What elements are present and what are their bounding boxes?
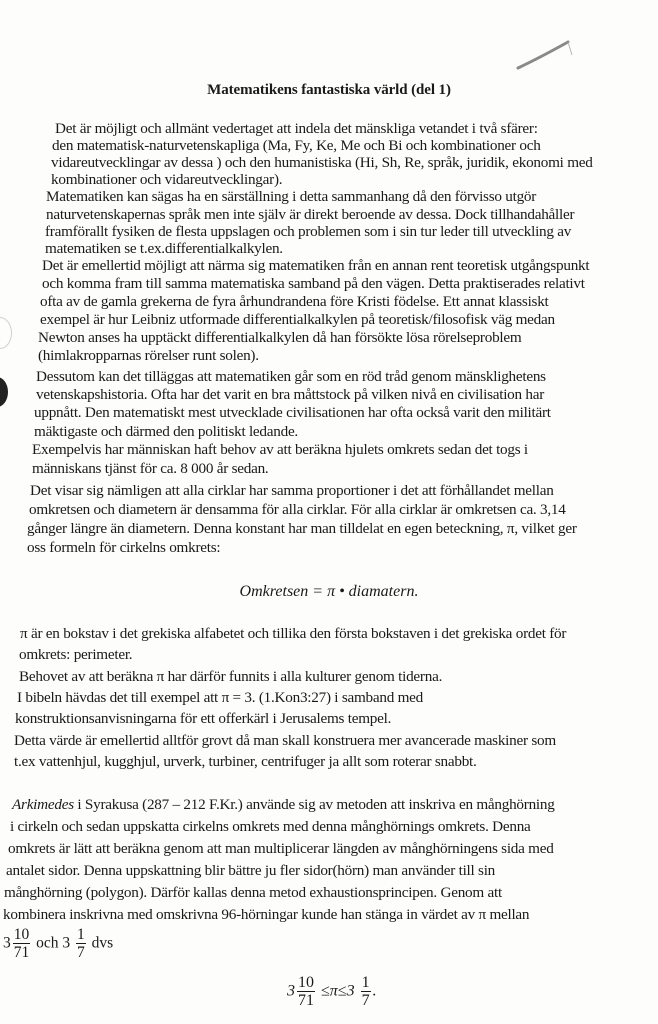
text-line: matematiken se t.ex.differentialkalkylen. — [45, 240, 283, 257]
text-line: vetenskapshistoria. Ofta har det varit en bra måttstock på vilken nivå en civilisation har — [36, 386, 545, 403]
arkimedes-name: Arkimedes — [12, 796, 74, 813]
punch-hole-bottom — [0, 377, 8, 407]
text-line: framförallt fysiken de flesta uppslagen och problemen som i sin tur leder till utveckling av — [45, 223, 572, 240]
text-segment: i Syrakusa (287 – 212 F.Kr.) använde sig av metoden att inskriva en månghörning — [73, 796, 555, 813]
fraction-denominator: 71 — [13, 944, 30, 961]
text-line: kombinationer och vidareutvecklingar). — [51, 171, 283, 188]
pi-inequality — [287, 974, 377, 1009]
text-line: Det är emellertid möjligt att närma sig matematiken från en annan rent teoretisk utgångspunkt — [42, 257, 590, 274]
text-line — [12, 796, 555, 814]
pi-bounds-line — [3, 926, 113, 961]
text-line: Matematiken kan sägas ha en särställning i detta sammanhang då den förvisso utgör — [46, 188, 537, 205]
page-title: Matematikens fantastiska värld (del 1) — [207, 82, 451, 98]
period: . — [372, 982, 377, 1000]
text-line: vidareutvecklingar av dessa ) och den humanistiska (Hi, Sh, Re, språk, juridik, ekonomi med — [51, 154, 593, 171]
text-line: Exempelvis har människan haft behov av att beräkna hjulets omkrets sedan det togs i — [32, 441, 528, 458]
pen-mark — [510, 30, 580, 75]
fraction-numerator: 1 — [361, 974, 370, 991]
upper-bound-fraction — [76, 926, 86, 961]
text-line: ofta av de gamla grekerna de fyra århundrandena före Kristi födelse. Ett annat klassiskt — [40, 293, 549, 310]
text-line: exempel är hur Leibniz utformade differentialkalkylen på teoretisk/filosofisk väg medan — [40, 311, 555, 328]
lower-bound-whole: 3 — [3, 934, 11, 952]
text-line: I bibeln hävdas det till exempel att π = 3. (1.Kon3:27) i samband med — [17, 689, 423, 706]
fraction-numerator: 10 — [298, 974, 314, 991]
text-line: omkrets: perimeter. — [19, 646, 133, 663]
lower-bound-fraction — [13, 926, 31, 961]
text-line: oss formeln för cirkelns omkrets: — [27, 539, 221, 556]
circumference-formula: Omkretsen = π • diamatern. — [239, 583, 419, 600]
text-line: Detta värde är emellertid alltför grovt då man skall konstruera mer avancerade maskiner som — [14, 732, 556, 749]
text-line: gånger längre än diametern. Denna konstant har man tilldelat en egen beteckning, π, vilket ger — [27, 520, 577, 537]
text-line: kombinera inskrivna med omskrivna 96-hörningar kunde han stänga in värdet av π mellan — [3, 906, 530, 923]
upper-bound-fraction — [361, 974, 371, 1009]
text-line: Newton anses ha upptäckt differentialkalkylen då han försökte lösa rörelseproblem — [38, 329, 522, 346]
och-text: och 3 — [36, 934, 71, 952]
lower-bound-fraction — [297, 974, 315, 1009]
text-line: t.ex vattenhjul, kugghjul, urverk, turbiner, centrifuger ja allt som roterar snabbt. — [14, 753, 477, 770]
text-line: π är en bokstav i det grekiska alfabetet och tillika den första bokstaven i det grekiska ordet för — [20, 625, 567, 642]
text-line: Det visar sig nämligen att alla cirklar har samma proportioner i det att förhållandet mellan — [30, 482, 554, 499]
text-line: människans tjänst för ca. 8 000 år sedan. — [32, 460, 269, 477]
lower-bound-whole: 3 — [287, 982, 295, 1000]
text-line: naturvetenskapernas språk men inte själv är direkt beroende av dessa. Dock tillhandahåller — [46, 206, 575, 223]
text-line: antalet sidor. Denna uppskattning blir bättre ju fler sidor(hörn) man använder till sin — [6, 862, 496, 879]
text-line: månghörning (polygon). Därför kallas denna metod exhaustionsprincipen. Genom att — [4, 884, 502, 901]
dvs-text: dvs — [91, 934, 114, 952]
fraction-denominator: 7 — [361, 992, 370, 1009]
text-line: konstruktionsanvisningarna för ett offerkärl i Jerusalems tempel. — [15, 710, 392, 727]
text-line: den matematisk-naturvetenskapliga (Ma, Fy, Ke, Me och Bi och kombinationer och — [52, 137, 541, 154]
fraction-numerator: 1 — [77, 926, 85, 943]
punch-hole-top — [0, 317, 12, 349]
fraction-denominator: 7 — [77, 944, 85, 961]
fraction-numerator: 10 — [13, 926, 30, 943]
text-line: (himlakropparnas rörelser runt solen). — [38, 347, 259, 364]
fraction-denominator: 71 — [298, 992, 314, 1009]
text-line: omkrets är lätt att beräkna genom att man multiplicerar längden av månghörningens sida med — [8, 840, 554, 857]
inequality-operator: ≤π≤3 — [321, 982, 355, 1000]
text-line: och komma fram till samma matematiska samband på den vägen. Detta praktiserades relativt — [42, 275, 585, 292]
text-line: uppnått. Den matematiskt mest utvecklade civilisationen har ofta också varit den militärt — [34, 404, 551, 421]
text-line: Dessutom kan det tilläggas att matematiken går som en röd tråd genom mänsklighetens — [36, 368, 546, 385]
text-line: Behovet av att beräkna π har därför funnits i alla kulturer genom tiderna. — [19, 668, 443, 685]
text-line: omkretsen och diametern är densamma för alla cirklar. För alla cirklar är omkretsen ca. 3,14 — [29, 501, 566, 518]
text-line: Det är möjligt och allmänt vedertaget att indela det mänskliga vetandet i två sfärer: — [55, 120, 538, 137]
text-line: mäktigaste och därmed den politiskt ledande. — [34, 423, 298, 440]
text-line: i cirkeln och sedan uppskatta cirkelns omkrets med denna månghörnings omkrets. Denna — [10, 818, 531, 835]
